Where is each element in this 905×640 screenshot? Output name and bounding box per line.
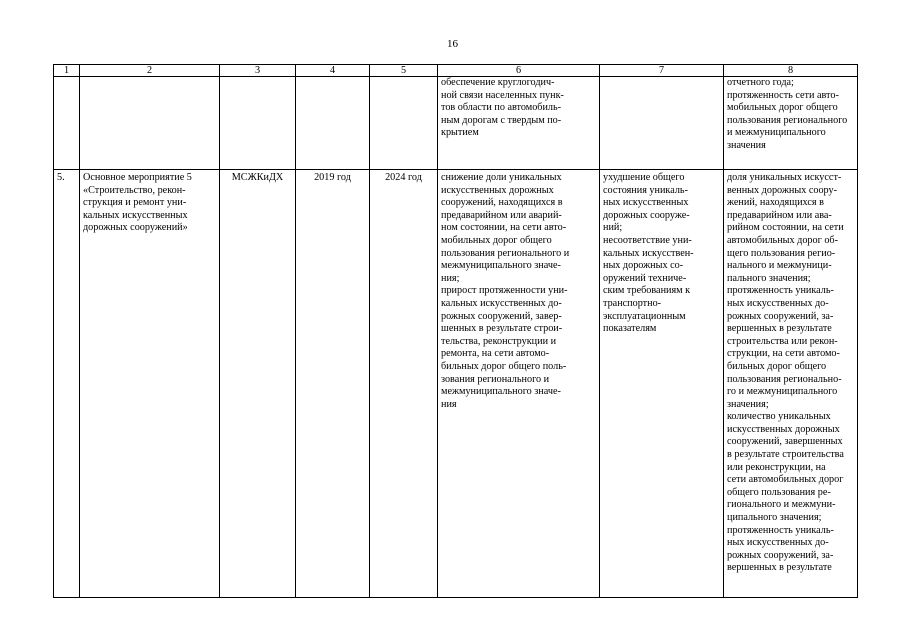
text-line: предаварийном или ава-	[727, 209, 832, 221]
text-line: ным дорогам с твердым по-	[441, 114, 562, 126]
text-line: кальных искусствен-	[603, 247, 694, 259]
text-line: крытием	[441, 127, 479, 139]
text-line: мобильных дорог общего	[441, 234, 552, 246]
text-line: зования регионального и	[441, 373, 550, 385]
cell-empty	[600, 77, 724, 170]
text-line: тов области по автомобиль-	[441, 102, 562, 114]
text-line: ных искусственных	[603, 197, 689, 209]
text-line: ных искусственных до-	[727, 537, 829, 549]
text-line: ных искусственных до-	[727, 297, 829, 309]
text-line: рожных сооружений, завер-	[441, 310, 562, 322]
text-line: отчетного года;	[727, 77, 794, 88]
text-line: несоответствие уни-	[603, 234, 692, 246]
cell-indicators-continued	[724, 77, 858, 170]
cell-empty	[54, 77, 80, 170]
table-row-5	[54, 170, 858, 598]
text-line: нального и межмуници-	[727, 260, 832, 272]
text-line: кальных искусственных до-	[441, 297, 562, 309]
text-line: ных дорожных со-	[603, 260, 684, 272]
start-year: 2019 год	[296, 170, 370, 598]
text-line: мобильных дорог общего	[727, 102, 838, 114]
text-line: гионального и межмуни-	[727, 499, 836, 511]
text-line: щего пользования регио-	[727, 247, 836, 259]
text-line: шенных в результате строи-	[441, 323, 563, 335]
cell-empty	[296, 77, 370, 170]
column-header-3: 3	[220, 65, 296, 77]
text-line: значения;	[727, 398, 769, 410]
text-line: сооружений, находящихся в	[441, 197, 563, 209]
text-line: транспортно-	[603, 297, 662, 309]
text-line: рожных сооружений, за-	[727, 549, 834, 561]
text-line: ния	[441, 398, 457, 410]
text-line: пользования регионально-	[727, 373, 842, 385]
column-header-1: 1	[54, 65, 80, 77]
cell-empty	[370, 77, 438, 170]
column-header-7: 7	[600, 65, 724, 77]
text-line: протяженность сети авто-	[727, 89, 839, 101]
text-line: дорожных сооруже-	[603, 209, 690, 221]
text-line: количество уникальных	[727, 411, 831, 423]
measure-name	[80, 170, 220, 598]
text-line: межмуниципального значе-	[441, 386, 561, 398]
expected-result	[438, 170, 600, 598]
text-line: рийном состоянии, на сети	[727, 222, 844, 234]
text-line: «Строительство, рекон-	[83, 184, 186, 196]
text-line: ским требованиям к	[603, 285, 691, 297]
text-line: состояния уникаль-	[603, 184, 688, 196]
row-number: 5.	[54, 170, 80, 598]
text-line: предаварийном или аварий-	[441, 209, 562, 221]
executor: МСЖКиДХ	[220, 170, 296, 598]
text-line: и межмуниципального	[727, 127, 826, 139]
text-line: межмуниципального значе-	[441, 260, 561, 272]
column-header-2: 2	[80, 65, 220, 77]
text-line: кальных искусственных	[83, 209, 188, 221]
indicators	[724, 170, 858, 598]
text-line: ремонта, на сети автомо-	[441, 348, 550, 360]
text-line: доля уникальных искусст-	[727, 172, 842, 183]
text-line: оружений техниче-	[603, 272, 687, 284]
text-line: пользования регионального	[727, 114, 848, 126]
text-line: венных дорожных соору-	[727, 184, 838, 196]
end-year: 2024 год	[370, 170, 438, 598]
text-line: бильных дорог общего	[727, 360, 827, 372]
column-header-4: 4	[296, 65, 370, 77]
text-line: бильных дорог общего поль-	[441, 360, 567, 372]
text-line: го и межмуниципального	[727, 386, 838, 398]
text-line: снижение доли уникальных	[441, 172, 562, 183]
page-number: 16	[447, 38, 458, 50]
cell-empty	[80, 77, 220, 170]
text-line: Основное мероприятие 5	[83, 172, 192, 183]
text-line: жений, находящихся в	[727, 197, 824, 209]
measures-table	[53, 64, 858, 598]
text-line: ний;	[603, 222, 623, 234]
text-line: тельства, реконструкции и	[441, 335, 557, 347]
text-line: значения	[727, 139, 766, 151]
text-line: автомобильных дорог об-	[727, 234, 838, 246]
column-header-8: 8	[724, 65, 858, 77]
text-line: вершенных в результате	[727, 323, 832, 335]
text-line: дорожных сооружений»	[83, 222, 188, 234]
text-line: искусственных дорожных	[727, 423, 840, 435]
column-header-row	[54, 65, 858, 77]
text-line: струкции, на сети автомо-	[727, 348, 840, 360]
text-line: эксплуатационным	[603, 310, 686, 322]
text-line: ния;	[441, 272, 460, 284]
text-line: протяженность уникаль-	[727, 524, 834, 536]
text-line: вершенных в результате	[727, 562, 832, 574]
text-line: ципального значения;	[727, 512, 822, 524]
text-line: строительства или рекон-	[727, 335, 838, 347]
text-line: пользования регионального и	[441, 247, 570, 259]
column-header-5: 5	[370, 65, 438, 77]
cell-empty	[220, 77, 296, 170]
column-header-6: 6	[438, 65, 600, 77]
text-line: рожных сооружений, за-	[727, 310, 834, 322]
text-line: протяженность уникаль-	[727, 285, 834, 297]
text-line: ухудшение общего	[603, 172, 685, 183]
text-line: сооружений, завершенных	[727, 436, 843, 448]
risks	[600, 170, 724, 598]
text-line: прирост протяженности уни-	[441, 285, 568, 297]
text-line: или реконструкции, на	[727, 461, 826, 473]
text-line: общего пользования ре-	[727, 486, 831, 498]
table-row-continued	[54, 77, 858, 170]
text-line: искусственных дорожных	[441, 184, 554, 196]
text-line: показателям	[603, 323, 657, 335]
text-line: обеспечение круглогодич-	[441, 77, 555, 88]
text-line: сети автомобильных дорог	[727, 474, 844, 486]
text-line: пального значения;	[727, 272, 811, 284]
text-line: струкция и ремонт уни-	[83, 197, 187, 209]
cell-expected-result-continued	[438, 77, 600, 170]
text-line: в результате строительства	[727, 449, 844, 461]
text-line: ной связи населенных пунк-	[441, 89, 564, 101]
text-line: ном состоянии, на сети авто-	[441, 222, 567, 234]
